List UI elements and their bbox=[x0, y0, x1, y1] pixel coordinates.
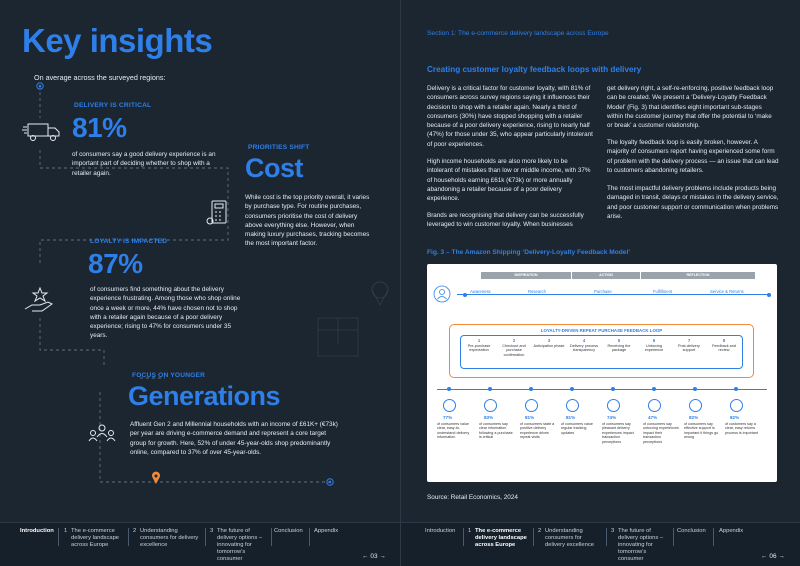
calculator-icon bbox=[206, 198, 230, 228]
stat-line bbox=[437, 389, 767, 390]
stat-text: of consumers value clear, easy-to-understand delivery information bbox=[437, 422, 470, 440]
cost-text: While cost is the top priority overall, it varies by purchase type. For routine purchases, consumers prioritise the cost of delivery above everything else. However, when making luxury purchases, tracking becomes the most important factor. bbox=[245, 194, 370, 248]
stat-dot bbox=[570, 387, 574, 391]
loop-step: 4 Delivery process transparency bbox=[569, 338, 599, 353]
stat-text: of consumers say clear information following a purchase is critical bbox=[479, 422, 513, 440]
stat-text: of consumers say effective support is important if things go wrong bbox=[684, 422, 719, 440]
figure-title: Fig. 3 – The Amazon Shipping ‘Delivery-Loyalty Feedback Model’ bbox=[427, 249, 631, 256]
stat-dot bbox=[611, 387, 615, 391]
phase-reflection: REFLECTION bbox=[686, 273, 710, 277]
loop-step: 7 Post-delivery support bbox=[678, 338, 700, 353]
nav-section-3[interactable]: The future of delivery options – innovating for tomorrow’s consumer bbox=[618, 528, 664, 562]
nav-section-1[interactable]: The e-commerce delivery landscape across Europe bbox=[475, 528, 527, 548]
loyalty-stat: 87% bbox=[88, 248, 143, 279]
section-header: Section 1: The e-commerce delivery landscape across Europe bbox=[427, 30, 609, 37]
delivery-text: of consumers say a good delivery experience is an important part of deciding whether to shop with a retailer again. bbox=[72, 151, 216, 177]
stat-icon bbox=[689, 399, 702, 412]
stat-pct: 47% bbox=[648, 415, 658, 420]
generations-word: Generations bbox=[128, 381, 281, 411]
nav-separator bbox=[673, 528, 674, 546]
loop-step: 6 Unboxing experience bbox=[644, 338, 664, 353]
stat-text: of consumers value regular tracking updates bbox=[561, 422, 593, 435]
loyalty-text: of consumers find something about the delivery experience frustrating. Among those who shop online once a week or more, 44% have chosen not to shop with a retailer again because of a poor delivery experience; rising to 47% for consumers under 35 years. bbox=[90, 286, 241, 340]
nav-conclusion[interactable]: Conclusion bbox=[677, 528, 706, 534]
journey-service-returns: Service & Returns bbox=[710, 289, 744, 294]
nav-separator bbox=[271, 528, 272, 546]
stat-pct: 82% bbox=[689, 415, 699, 420]
loop-step: 8 Feedback and review bbox=[711, 338, 737, 353]
phase-action: ACTION bbox=[571, 272, 641, 279]
loop-step: 1 Pre-purchase expectation bbox=[467, 338, 491, 353]
body-paragraph: get delivery right, a self-re-enforcing, positive feedback loop can be created. We present a ‘Delivery-Loyalty Feedback Model’ (Fig. 3) that identifies eight important sub-stages within the customer journey that offer the potential to ‘make or break’ a customer relationship. bbox=[607, 85, 774, 130]
stat-text: of customers say a clear, easy returns process is important bbox=[725, 422, 758, 435]
generations-text: Affluent Gen 2 and Millennial households with an income of £61K+ (€73k) per year are driving e-commerce demand and represent a core target group for growth. Here, 52% of under 45-year-olds shop predominantly online, compared to 37% of over 45-year-olds. bbox=[130, 421, 338, 456]
journey-research: Research bbox=[528, 289, 546, 294]
people-group-icon bbox=[88, 423, 116, 445]
loop-step: 3 Anticipation phase bbox=[533, 338, 565, 348]
journey-dot bbox=[463, 293, 467, 297]
page-number: 03 bbox=[370, 553, 378, 560]
journey-awareness: Awareness bbox=[470, 289, 491, 294]
nav-num: 1 bbox=[64, 528, 68, 534]
delivery-stat: 81% bbox=[72, 112, 127, 143]
nav-separator bbox=[309, 528, 310, 546]
nav-introduction[interactable]: Introduction bbox=[20, 528, 54, 534]
stat-pct: 77% bbox=[443, 415, 453, 420]
cost-word: Cost bbox=[245, 153, 303, 183]
feedback-model-figure bbox=[427, 264, 777, 482]
loop-title: LOYALTY-DRIVEN REPEAT PURCHASE FEEDBACK LOOP bbox=[540, 328, 663, 333]
stat-pct: 81% bbox=[525, 415, 535, 420]
intro-text: On average across the surveyed regions: bbox=[34, 73, 166, 82]
nav-num: 2 bbox=[133, 528, 137, 534]
stat-icon bbox=[566, 399, 579, 412]
stat-pct: 82% bbox=[730, 415, 740, 420]
journey-line bbox=[457, 294, 771, 295]
location-pin-icon bbox=[151, 471, 161, 485]
nav-separator bbox=[58, 528, 59, 546]
nav-separator bbox=[128, 528, 129, 546]
loop-step: 2 Checkout and purchase confirmation bbox=[502, 338, 526, 357]
phase-inspiration: INSPIRATION bbox=[514, 273, 538, 277]
stat-icon bbox=[525, 399, 538, 412]
bottom-navigation bbox=[0, 522, 400, 566]
pager bbox=[759, 553, 787, 560]
nav-separator bbox=[606, 528, 607, 546]
nav-introduction[interactable]: Introduction bbox=[425, 528, 456, 534]
source-note: Source: Retail Economics, 2024 bbox=[427, 494, 518, 501]
stat-pct: 81% bbox=[566, 415, 576, 420]
stat-dot bbox=[652, 387, 656, 391]
page-title: Key insights bbox=[22, 22, 213, 59]
pager bbox=[360, 553, 388, 560]
phase-bar bbox=[481, 272, 755, 279]
stat-icon bbox=[443, 399, 456, 412]
user-icon bbox=[433, 285, 451, 303]
body-paragraph: The loyalty feedback loop is easily broken, however. A majority of consumers report having experienced some form of problem with the delivery process — an issue that can lead to customers abandoning retailers. bbox=[607, 139, 779, 174]
nav-separator bbox=[533, 528, 534, 546]
section-heading: Creating customer loyalty feedback loops with delivery bbox=[427, 65, 642, 74]
body-paragraph: High income households are also more likely to be intolerant of mistakes than low or middle income, with 37% of households earning £61k (€73k) or more annually abandoning a retailer because of a poor delivery experience. bbox=[427, 158, 591, 203]
feedback-loop-box bbox=[449, 324, 754, 378]
nav-num: 3 bbox=[611, 528, 615, 534]
right-page bbox=[400, 0, 800, 566]
stat-dot bbox=[693, 387, 697, 391]
journey-purchase: Purchase bbox=[594, 289, 612, 294]
stat-pct: 83% bbox=[484, 415, 494, 420]
stat-icon bbox=[648, 399, 661, 412]
stat-text: of consumers state a positive delivery experience drives repeat visits bbox=[520, 422, 555, 440]
stat-text: of consumers say pleasant delivery experiences impact transaction perceptions bbox=[602, 422, 634, 444]
nav-num: 3 bbox=[210, 528, 214, 534]
next-page-arrow-icon[interactable]: → bbox=[379, 553, 386, 560]
nav-num: 1 bbox=[468, 528, 472, 534]
page-number: 06 bbox=[769, 553, 777, 560]
nav-section-1[interactable]: The e-commerce delivery landscape across Europe bbox=[71, 528, 120, 548]
stat-dot bbox=[488, 387, 492, 391]
generations-label: FOCUS ON YOUNGER bbox=[132, 372, 206, 379]
stat-icon bbox=[730, 399, 743, 412]
nav-conclusion[interactable]: Conclusion bbox=[274, 528, 303, 534]
nav-appendix[interactable]: Appendix bbox=[719, 528, 744, 534]
stat-pct: 74% bbox=[607, 415, 617, 420]
stat-dot bbox=[734, 387, 738, 391]
body-paragraph: The most impactful delivery problems include products being damaged in transit, delays or mistakes in the delivery service, and poor customer support or communication when problems arise. bbox=[607, 185, 779, 220]
prev-page-arrow-icon[interactable]: ← bbox=[362, 553, 369, 560]
next-page-arrow-icon[interactable]: → bbox=[778, 553, 785, 560]
stat-icon bbox=[607, 399, 620, 412]
stat-text: of consumers say unboxing experiences impact their transaction perceptions bbox=[643, 422, 679, 444]
body-paragraph: Delivery is a critical factor for customer loyalty, with 81% of consumers across survey regions saying it influences their decision to shop with a retailer again. Nearly a third of consumers (30%) have stopped shopping with a retailer because of a poor delivery experience, rising to nearly half (47%) for those under 35, who appear particularly intolerant of poor experiences. bbox=[427, 85, 593, 148]
loop-step: 5 Receiving the package bbox=[607, 338, 631, 353]
hand-star-icon bbox=[22, 285, 58, 315]
nav-appendix[interactable]: Appendix bbox=[314, 528, 339, 534]
nav-separator bbox=[463, 528, 464, 546]
stat-dot bbox=[447, 387, 451, 391]
journey-dot bbox=[767, 293, 771, 297]
prev-page-arrow-icon[interactable]: ← bbox=[761, 553, 768, 560]
body-paragraph: Brands are recognising that delivery can be successfully leveraged to win customer loyalty. When businesses bbox=[427, 212, 584, 229]
delivery-van-icon bbox=[22, 118, 62, 144]
bottom-navigation bbox=[401, 522, 800, 566]
stat-dot bbox=[529, 387, 533, 391]
cost-label: PRIORITIES SHIFT bbox=[248, 144, 310, 151]
nav-section-3[interactable]: The future of delivery options – innovating for tomorrow’s consumer bbox=[217, 528, 263, 562]
nav-separator bbox=[205, 528, 206, 546]
stat-icon bbox=[484, 399, 497, 412]
journey-fulfillment: Fulfillment bbox=[653, 289, 673, 294]
nav-num: 2 bbox=[538, 528, 542, 534]
loyalty-label: LOYALTY IS IMPACTED bbox=[90, 238, 168, 245]
nav-section-2[interactable]: Understanding consumers for delivery excellence bbox=[140, 528, 199, 548]
nav-separator bbox=[713, 528, 714, 546]
delivery-label: DELIVERY IS CRITICAL bbox=[74, 102, 152, 109]
nav-section-2[interactable]: Understanding consumers for delivery excellence bbox=[545, 528, 594, 548]
